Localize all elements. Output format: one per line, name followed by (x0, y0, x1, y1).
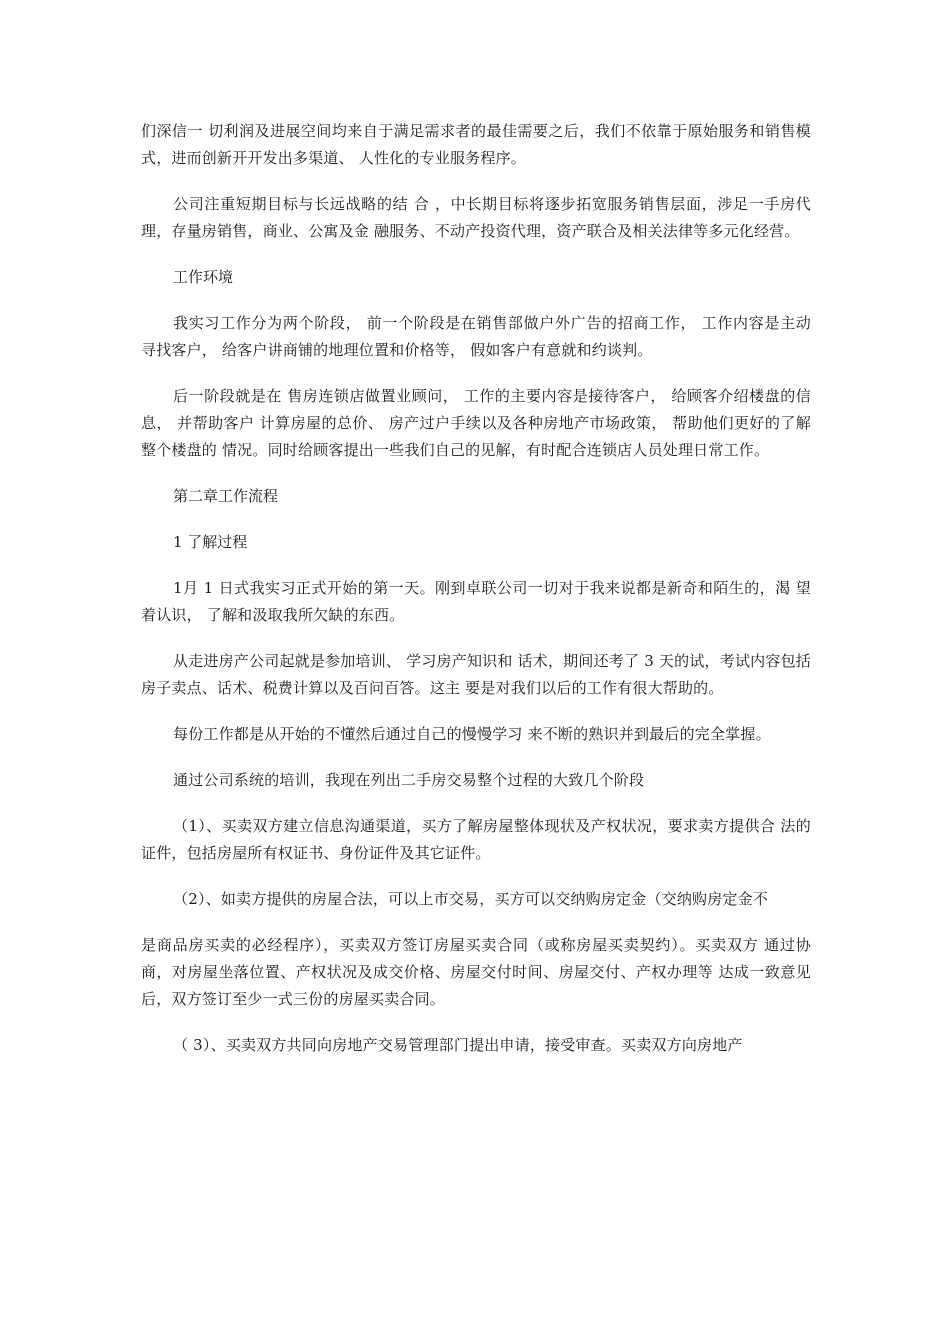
paragraph-12: （ 3）、买卖双方共同向房地产交易管理部门提出申请，接受审查。买卖双方向房地产 (173, 1036, 743, 1054)
paragraph-1: 们深信一 切利润及进展空间均来自于满足需求者的最佳需要之后，我们不依靠于原始服务和销售模 式，进而创新开开发出多渠道、 人性化的专业服务程序。 (141, 122, 811, 167)
document-page (141, 118, 811, 1078)
paragraph-2: 公司注重短期目标与长远战略的结 合 ，中长期目标将逐步拓宽服务销售层面，涉足一手房代理，存量房销售，商业、公寓及金 融服务、不动产投资代理，资产联合及相关法律等多元化经营。 (141, 195, 811, 240)
paragraph-4: 后一阶段就是在 售房连锁店做置业顾问， 工作的主要内容是接待客户， 给顾客介绍楼盘的信息， 并帮助客户 计算房屋的总价、 房产过户手续以及各种房地产市场政策， 帮助他们更好的了解整个楼盘的 情况。同时给顾客提出一些我们自己的见解，有时配合连锁店人员处理日常工作。 (141, 387, 811, 459)
paragraph-8: 通过公司系统的培训，我现在列出二手房交易整个过程的大致几个阶段 (173, 771, 645, 789)
section-heading-work-environment: 工作环境 (173, 268, 234, 286)
section-heading-understanding-process: 1 了解过程 (173, 533, 248, 551)
paragraph-9: （1）、买卖双方建立信息沟通渠道，买方了解房屋整体现状及产权状况，要求卖方提供合 法的证件，包括房屋所有权证书、身份证件及其它证件。 (141, 817, 811, 862)
paragraph-10: （2）、如卖方提供的房屋合法，可以上市交易，买方可以交纳购房定金（交纳购房定金不 (173, 890, 769, 908)
paragraph-11: 是商品房买卖的必经程序），买卖双方签订房屋买卖合同（或称房屋买卖契约）。买卖双方 通过协商，对房屋坐落位置、产权状况及成交价格、房屋交付时间、房屋交付、产权办理等 达成一致意见后，双方签订至少一式三份的房屋买卖合同。 (141, 936, 811, 1008)
paragraph-3: 我实习工作分为两个阶段， 前一个阶段是在销售部做户外广告的招商工作， 工作内容是主动 寻找客户， 给客户讲商铺的地理位置和价格等， 假如客户有意就和约谈判。 (141, 314, 811, 359)
paragraph-6: 从走进房产公司起就是参加培训、 学习房产知识和 话术，期间还考了 3 天的试，考试内容包括房子卖点、话术、税费计算以及百问百答。这主 要是对我们以后的工作有很大帮助的。 (141, 652, 811, 697)
paragraph-5: 1月 1 日式我实习正式开始的第一天。刚到卓联公司一切对于我来说都是新奇和陌生的，渴 望着认识， 了解和汲取我所欠缺的东西。 (141, 579, 811, 624)
chapter-heading-workflow: 第二章工作流程 (173, 487, 279, 505)
paragraph-7: 每份工作都是从开始的不懂然后通过自己的慢慢学习 来不断的熟识并到最后的完全掌握。 (173, 725, 771, 743)
